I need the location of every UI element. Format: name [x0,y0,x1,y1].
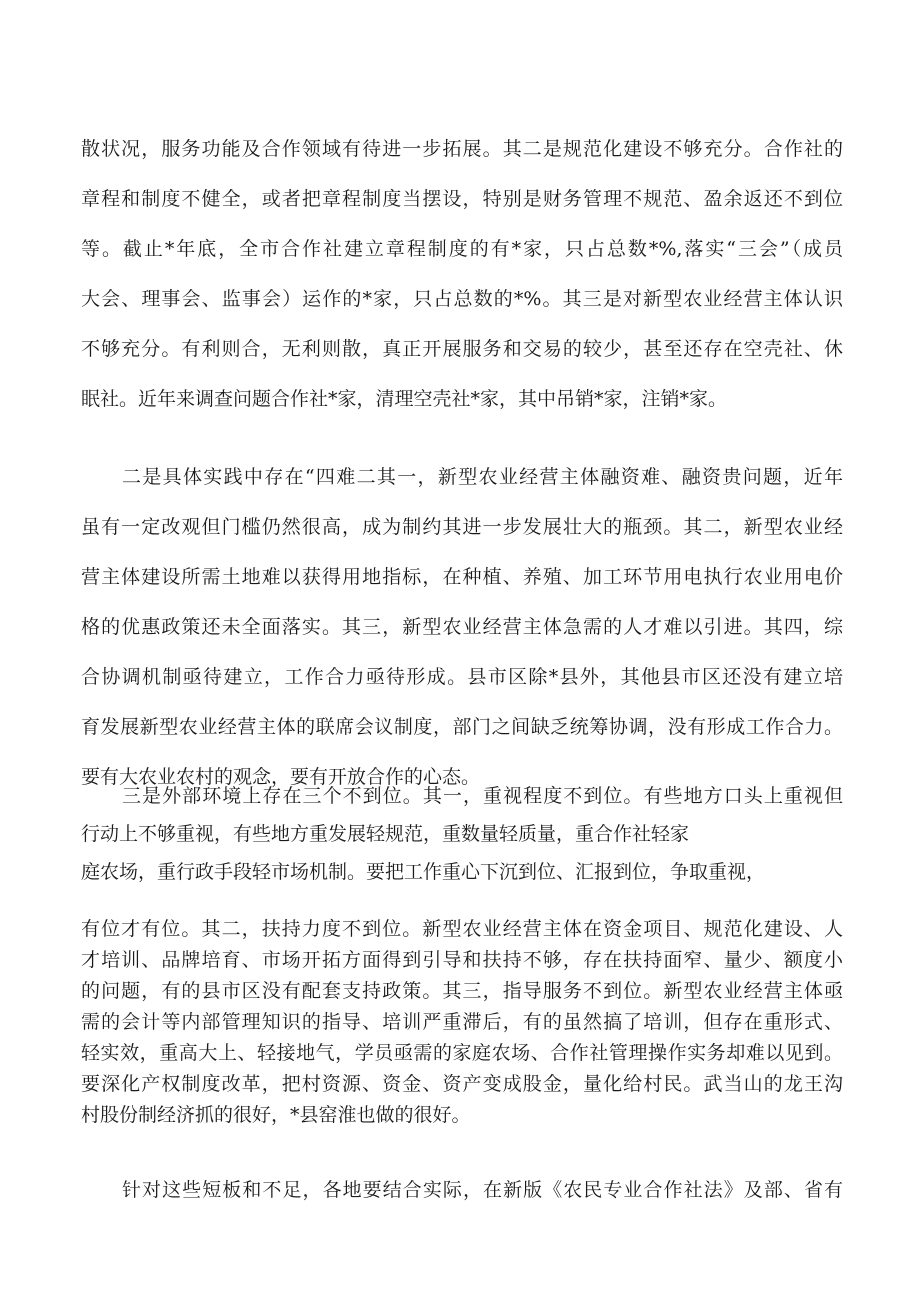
text-line: 才培训、品牌培育、市场开拓方面得到引导和扶持不够，存在扶持面窄、量少、额度小 [81,949,843,971]
text-line: 大会、理事会、监事会）运作的*家，只占总数的*%。其三是对新型农业经营主体认识 [81,288,843,310]
text-line: 眠社。近年来调查问题合作社*家，清理空壳社*家，其中吊销*家，注销*家。 [81,388,728,410]
text-line: 三是外部环境上存在三个不到位。其一，重视程度不到位。有些地方口头上重视但 [122,785,843,807]
paragraph-4 [81,914,843,1131]
text-line: 营主体建设所需土地难以获得用地指标，在种植、养殖、加工环节用电执行农业用电价 [81,566,843,588]
text-line: 村股份制经济抓的很好，*县窑淮也做的很好。 [81,1104,471,1126]
text-line: 章程和制度不健全，或者把章程制度当摆设，特别是财务管理不规范、盈余返还不到位 [81,188,843,210]
text-line: 虽有一定改观但门槛仍然很高，成为制约其进一步发展壮大的瓶颈。其二，新型农业经 [81,516,843,538]
paragraph-1 [81,124,843,424]
text-line: 需的会计等内部管理知识的指导、培训严重滞后，有的虽然搞了培训，但存在重形式、 [81,1011,843,1033]
paragraph-2 [81,452,843,802]
text-line: 要有大农业农村的观念，要有开放合作的心态。 [81,766,481,788]
text-line: 针对这些短板和不足，各地要结合实际，在新版《农民专业合作社法》及部、省有 [122,1179,843,1201]
text-line: 格的优惠政策还未全面落实。其三，新型农业经营主体急需的人才难以引进。其四，综 [81,616,843,638]
text-line: 二是具体实践中存在“四难二其一，新型农业经营主体融资难、融资贵问题，近年 [122,466,843,488]
text-line: 不够充分。有利则合，无利则散，真正开展服务和交易的较少，甚至还存在空壳社、休 [81,338,843,360]
text-line: 要深化产权制度改革，把村资源、资金、资产变成股金，量化给村民。武当山的龙王沟 [81,1073,843,1095]
text-line: 等。截止*年底，全市合作社建立章程制度的有*家，只占总数*%,落实“三会”（成员 [81,238,843,260]
paragraph-3 [81,777,843,891]
text-line: 散状况，服务功能及合作领域有待进一步拓展。其二是规范化建设不够充分。合作社的 [81,138,843,160]
text-line: 有位才有位。其二，扶持力度不到位。新型农业经营主体在资金项目、规范化建设、人 [81,918,843,940]
text-line: 行动上不够重视，有些地方重发展轻规范，重数量轻质量，重合作社轻家 [81,823,690,845]
text-line: 轻实效，重高大上、轻接地气，学员亟需的家庭农场、合作社管理操作实务却难以见到。 [81,1042,843,1064]
text-line: 育发展新型农业经营主体的联席会议制度，部门之间缺乏统筹协调，没有形成工作合力。 [81,716,843,738]
paragraph-5 [81,1170,843,1210]
text-line: 合协调机制亟待建立，工作合力亟待形成。县市区除*县外，其他县市区还没有建立培 [81,666,843,688]
text-line: 庭农场，重行政手段轻市场机制。要把工作重心下沉到位、汇报到位，争取重视， [81,861,766,883]
text-line: 的问题，有的县市区没有配套支持政策。其三，指导服务不到位。新型农业经营主体亟 [81,980,843,1002]
